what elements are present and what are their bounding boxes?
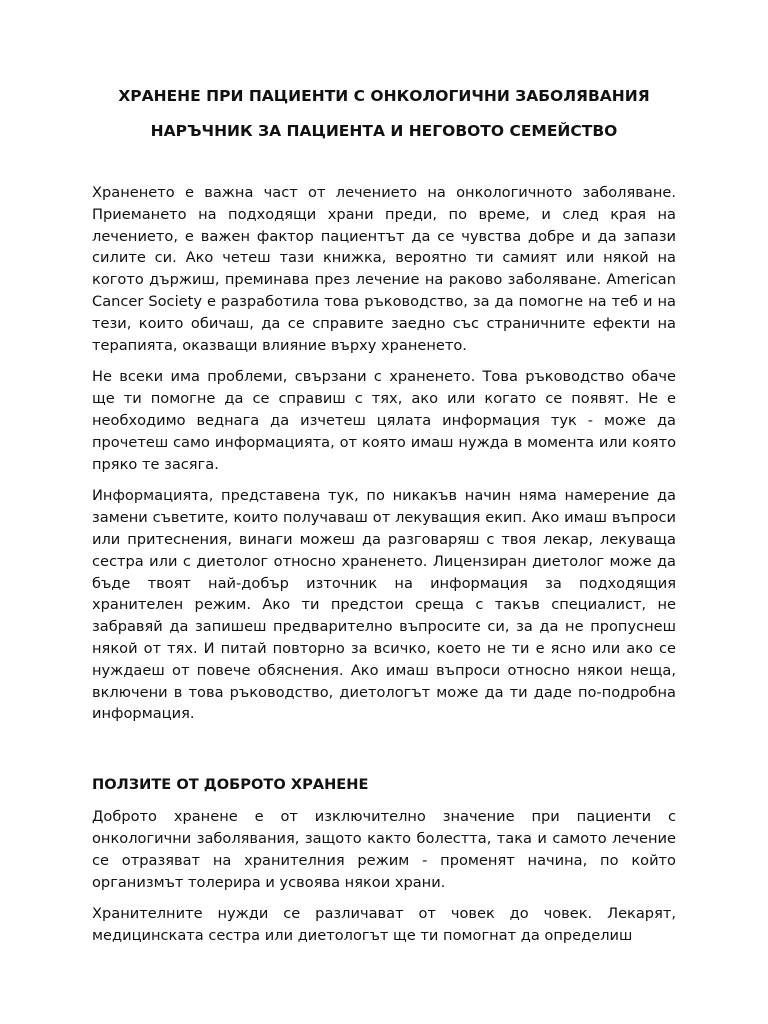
intro-paragraph-3: Информацията, представена тук, по никакъв начин няма намерение да замени съветите, които получаваш от лекуващия екип. Ако имаш въпроси или притеснения, винаги можеш да разговаряш с твоя лекар, лекуваща сестра или с диетолог относно храненето. Лицензиран диетолог може да бъде твоят най-добър източник на информация за подходящия хранителен режим. Ако ти предстои среща с такъв специалист, не забравяй да запишеш предварително въпросите си, за да не пропуснеш някой от тях. И питай повторно за всичко, което не ти е ясно или ако се нуждаеш от повече обяснения. Ако имаш въпроси относно някои неща, включени в това ръководство, диетологът може да ти даде по-подробна информация. (92, 487, 676, 723)
document-title: ХРАНЕНЕ ПРИ ПАЦИЕНТИ С ОНКОЛОГИЧНИ ЗАБОЛЯВАНИЯ (118, 87, 650, 105)
document-body (92, 182, 676, 957)
intro-paragraph-2: Не всеки има проблеми, свързани с храненето. Това ръководство обаче ще ти помогне да се справиш с тях, ако или когато се появят. Не е необходимо веднага да изчетеш цялата информация тук - може да прочетеш само информацията, от която имаш нужда в момента или която пряко те засяга. (92, 368, 676, 473)
document-subtitle: НАРЪЧНИК ЗА ПАЦИЕНТА И НЕГОВОТО СЕМЕЙСТВО (150, 122, 618, 140)
intro-paragraph-1: Храненето е важна част от лечението на онкологичното заболяване. Приемането на подходящи храни преди, по време, и след края на лечението, е важен фактор пациентът да се чувства добре и да запази силите си. Ако четеш тази книжка, вероятно ти самият или някой на когото държиш, преминава през лечение на раково заболяване. American Cancer Society е разработила това ръководство, за да помогне на теб и на тези, които обичаш, да се справите заедно със страничните ефекти на терапията, оказващи влияние върху храненето. (92, 184, 676, 354)
section-heading: ПОЛЗИТЕ ОТ ДОБРОТО ХРАНЕНЕ (92, 776, 369, 794)
section-paragraph-2: Хранителните нужди се различават от човек до човек. Лекарят, медицинската сестра или диетологът ще ти помогнат да определиш (92, 905, 676, 945)
section-paragraph-1: Доброто хранене е от изключително значение при пациенти с онкологични заболявания, защото както болестта, така и самото лечение се отразяват на хранителния режим - променят начина, по който организмът толерира и усвоява някои храни. (92, 808, 676, 891)
